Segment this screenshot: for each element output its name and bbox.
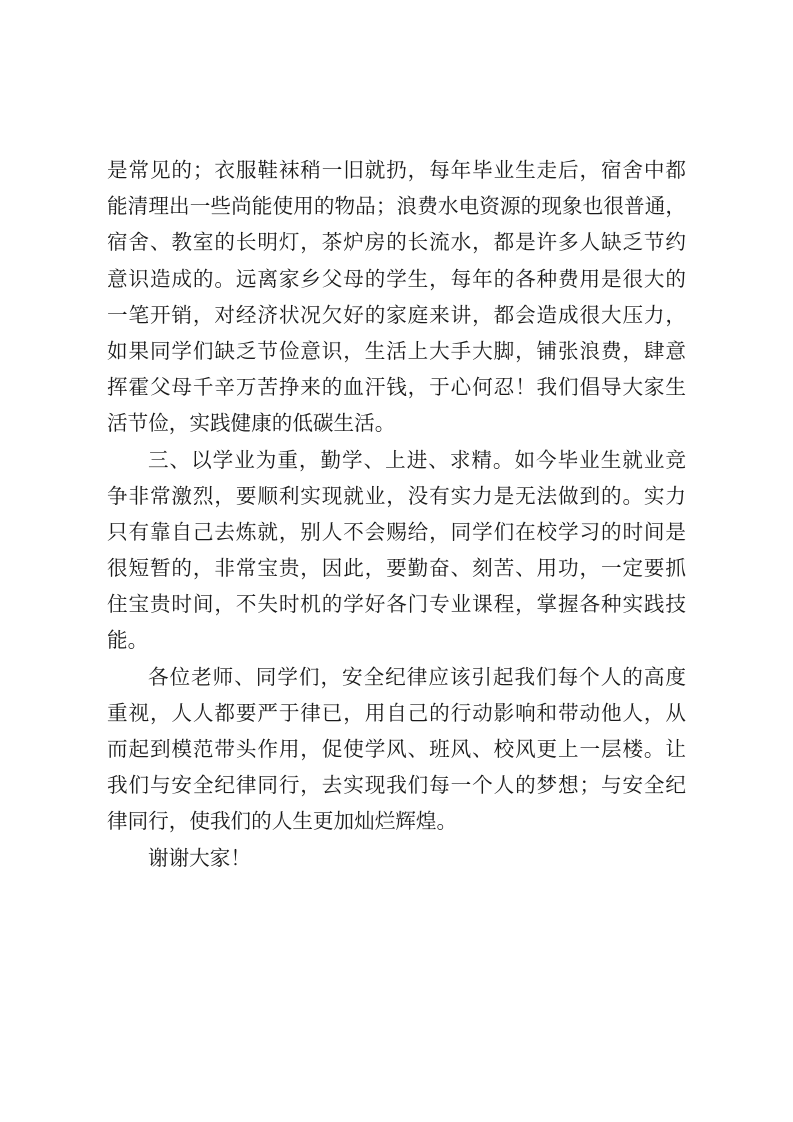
text-line: 三、以学业为重，勤学、上进、求精。如今毕业生就业竞 <box>148 447 686 472</box>
text-line: 能。 <box>107 628 149 653</box>
text-line: 活节俭，实践健康的低碳生活。 <box>107 411 396 436</box>
paragraph-1 <box>107 152 686 442</box>
text-line: 重视，人人都要严于律已，用自己的行动影响和带动他人，从 <box>107 700 686 725</box>
paragraph-2 <box>107 442 686 659</box>
text-line: 只有靠自己去炼就，别人不会赐给，同学们在校学习的时间是 <box>107 519 686 544</box>
text-line: 挥霍父母千辛万苦挣来的血汗钱，于心何忍！我们倡导大家生 <box>107 375 686 400</box>
paragraph-4 <box>107 840 686 876</box>
closing-line: 谢谢大家！ <box>148 845 251 870</box>
text-line: 一笔开销，对经济状况欠好的家庭来讲，都会造成很大压力， <box>107 302 686 327</box>
text-line: 住宝贵时间，不失时机的学好各门专业课程，掌握各种实践技 <box>107 592 686 617</box>
text-line: 我们与安全纪律同行，去实现我们每一个人的梦想；与安全纪 <box>107 773 686 798</box>
text-line: 宿舍、教室的长明灯，茶炉房的长流水，都是许多人缺乏节约 <box>107 230 686 255</box>
text-line: 各位老师、同学们，安全纪律应该引起我们每个人的高度 <box>148 664 686 689</box>
text-line: 如果同学们缺乏节俭意识，生活上大手大脚，铺张浪费，肆意 <box>107 338 686 363</box>
document-body <box>107 152 686 876</box>
paragraph-3 <box>107 659 686 840</box>
text-line: 能清理出一些尚能使用的物品；浪费水电资源的现象也很普通， <box>107 194 686 219</box>
text-line: 律同行，使我们的人生更加灿烂辉煌。 <box>107 809 458 834</box>
text-line: 是常见的；衣服鞋袜稍一旧就扔，每年毕业生走后，宿舍中都 <box>107 158 686 182</box>
text-line: 意识造成的。远离家乡父母的学生，每年的各种费用是很大的 <box>107 266 686 291</box>
text-line: 很短暂的，非常宝贵，因此，要勤奋、刻苦、用功，一定要抓 <box>107 556 686 581</box>
text-line: 争非常激烈，要顺利实现就业，没有实力是无法做到的。实力 <box>107 483 686 508</box>
text-line: 而起到模范带头作用，促使学风、班风、校风更上一层楼。让 <box>107 737 686 761</box>
